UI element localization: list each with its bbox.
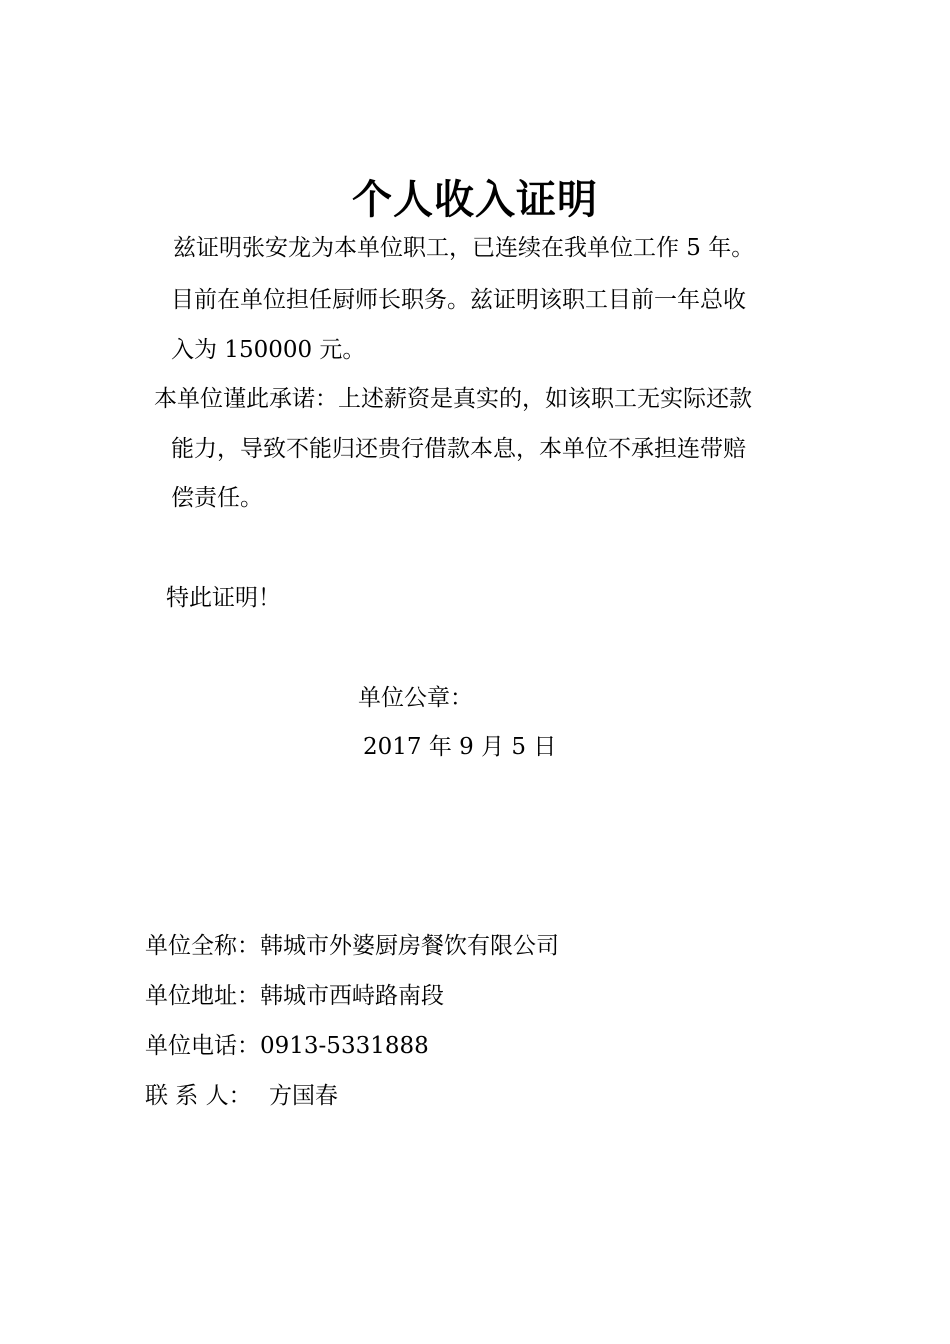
company-address-value: 韩城市西峙路南段: [260, 983, 444, 1009]
contact-person-label: 联 系 人：: [145, 1083, 252, 1109]
company-phone-label: 单位电话：: [145, 1033, 260, 1059]
paragraph2-line2: 能力，导致不能归还贵行借款本息，本单位不承担连带赔: [171, 436, 746, 462]
company-address-label: 单位地址：: [145, 983, 260, 1009]
paragraph1-line1: 兹证明张安龙为本单位职工，已连续在我单位工作 5 年。: [173, 235, 755, 261]
company-address-row: [145, 980, 444, 1012]
company-phone-row: [145, 1030, 429, 1062]
paragraph2-line1: 本单位谨此承诺：上述薪资是真实的，如该职工无实际还款: [154, 386, 752, 412]
paragraph1-line2: 目前在单位担任厨师长职务。兹证明该职工目前一年总收: [171, 287, 746, 313]
document-title: 个人收入证明: [352, 176, 598, 223]
paragraph1-line3: 入为 150000 元。: [171, 337, 366, 363]
issue-date: 2017 年 9 月 5 日: [363, 734, 557, 760]
company-phone-value: 0913-5331888: [260, 1033, 429, 1059]
company-name-row: [145, 930, 559, 962]
closing-statement: 特此证明！: [166, 585, 281, 611]
contact-person-row: [145, 1080, 338, 1112]
paragraph2-line3: 偿责任。: [171, 485, 263, 511]
company-name-value: 韩城市外婆厨房餐饮有限公司: [260, 933, 559, 959]
company-name-label: 单位全称：: [145, 933, 260, 959]
contact-person-value: 方国春: [269, 1083, 338, 1109]
seal-label: 单位公章：: [358, 685, 473, 711]
